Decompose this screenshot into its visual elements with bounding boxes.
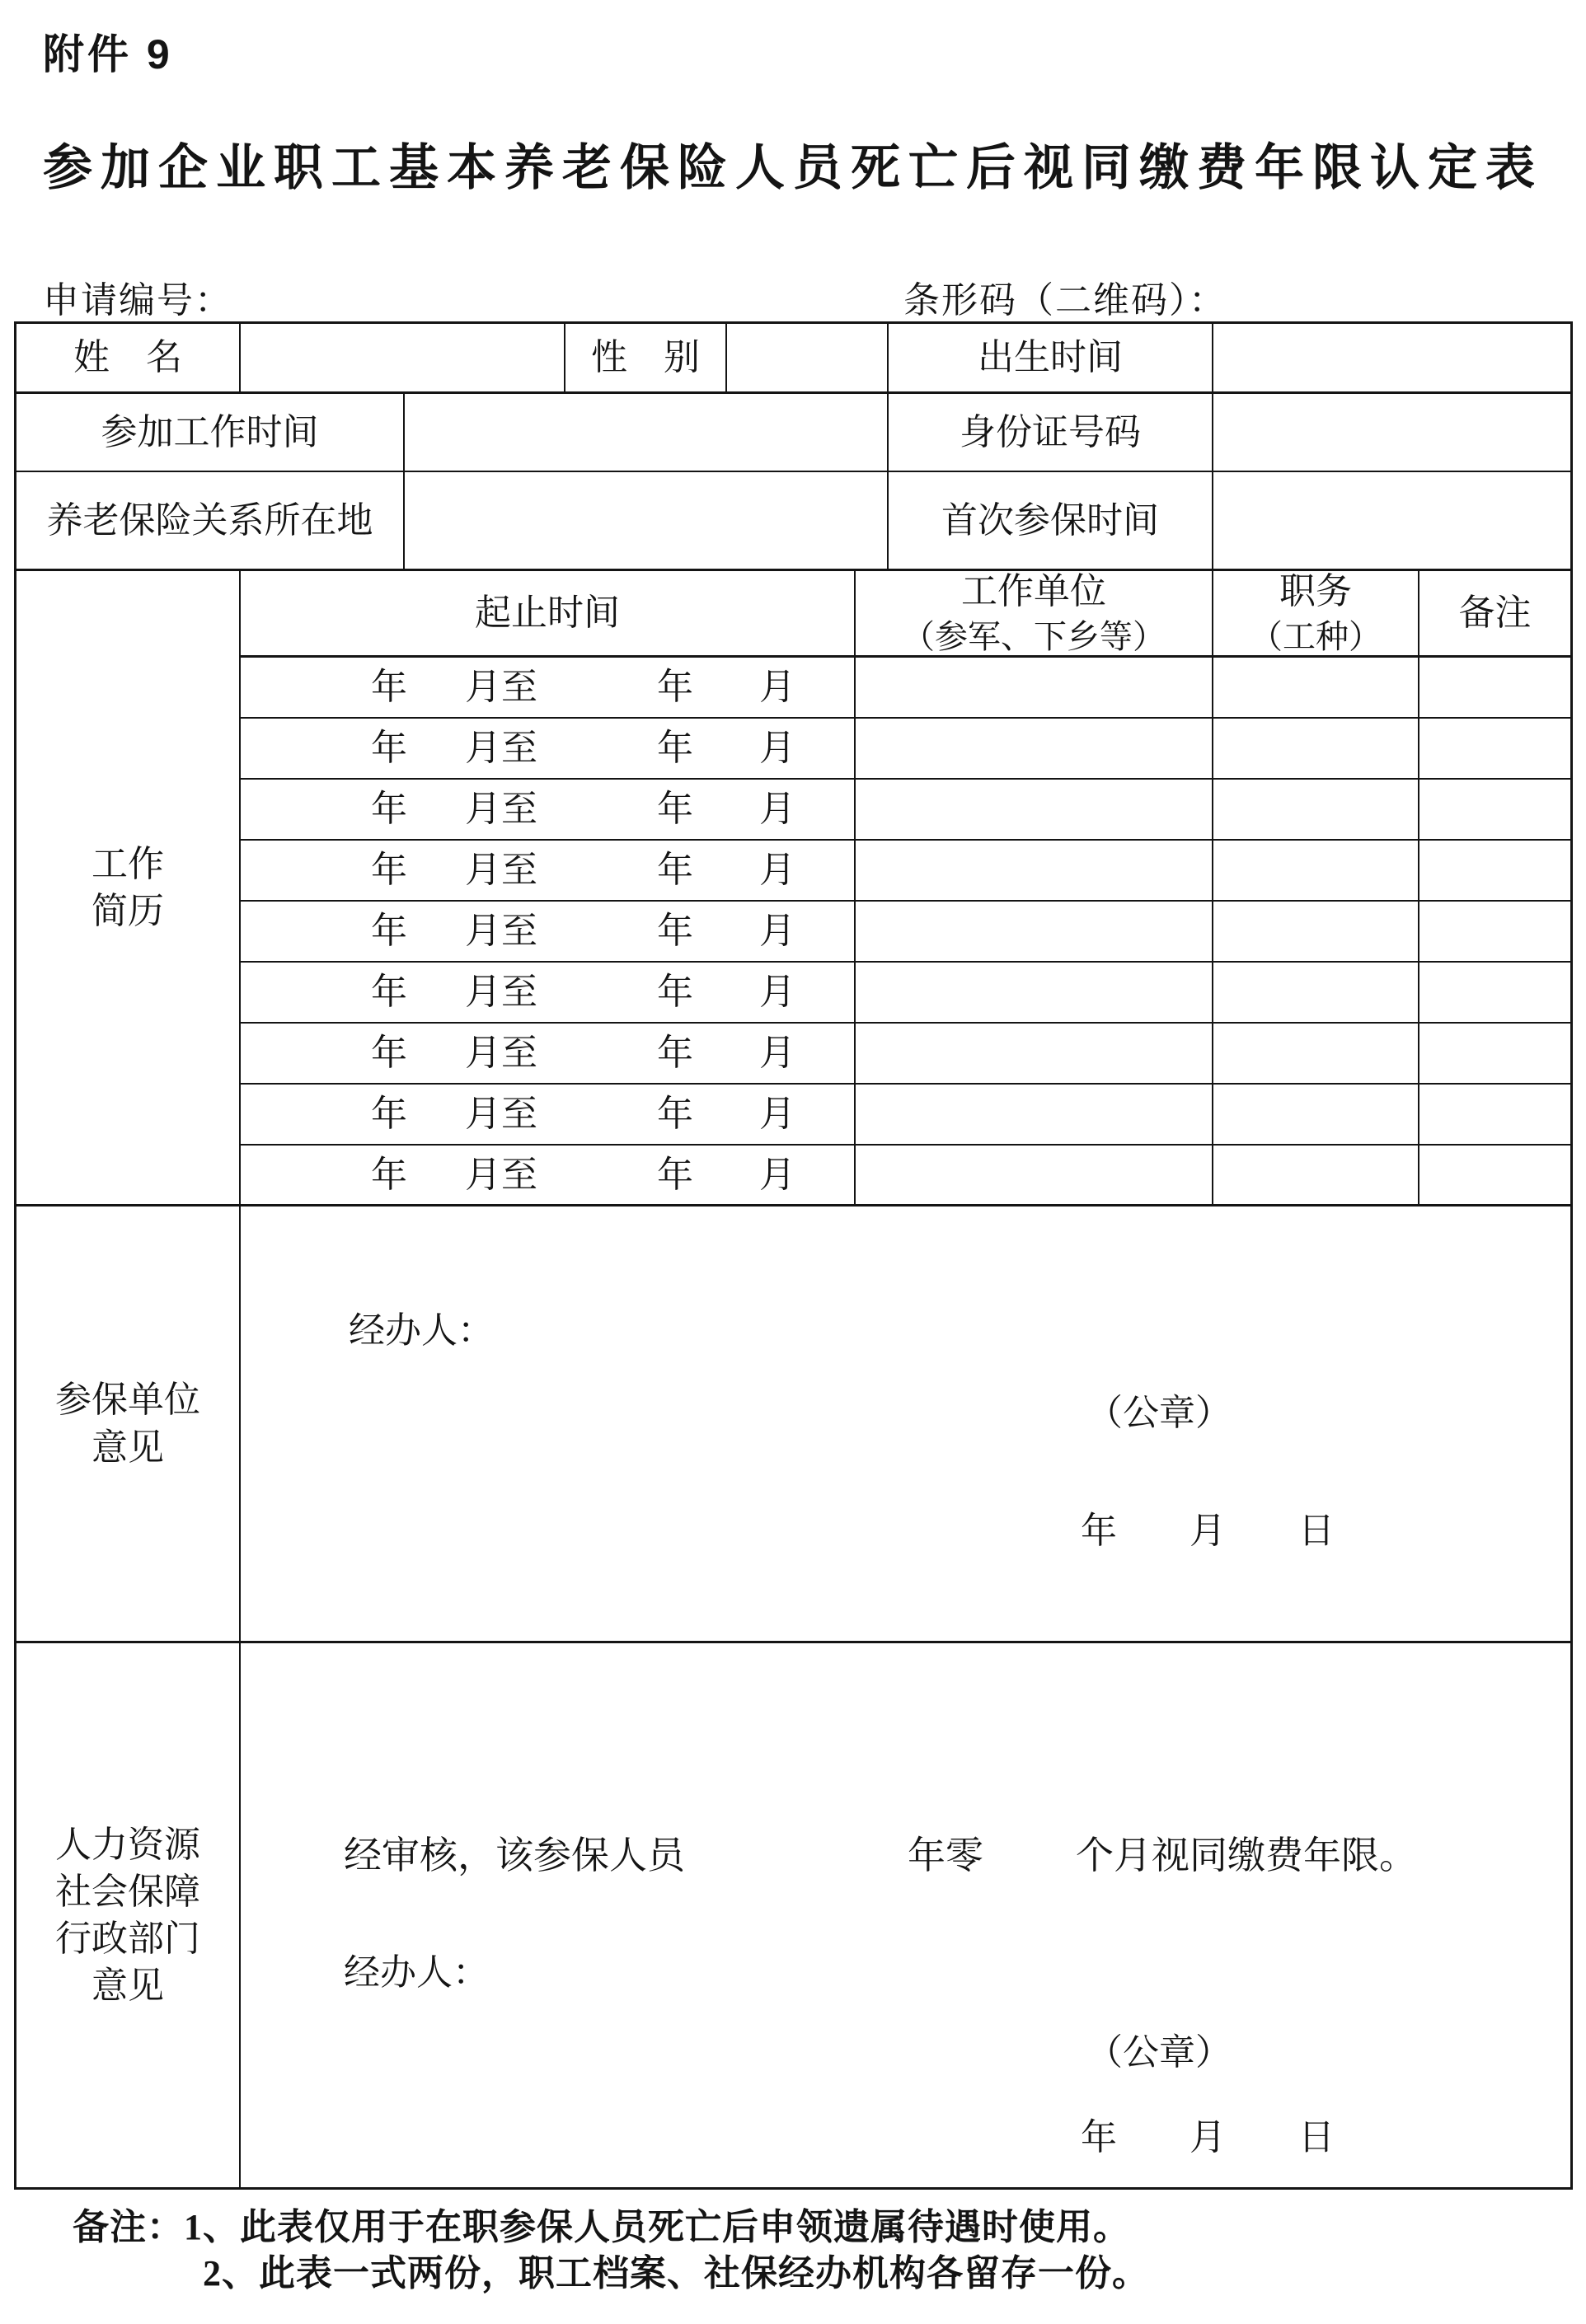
- work-unit-cell[interactable]: [856, 1146, 1213, 1207]
- employer-opinion-label-cell: [16, 1207, 241, 1643]
- id-number-label: 身份证号码: [960, 411, 1141, 452]
- work-start-label: 参加工作时间: [101, 411, 319, 452]
- first-insured-label-cell: [889, 472, 1213, 571]
- form-table: [14, 321, 1573, 2190]
- remark-cell[interactable]: [1419, 841, 1570, 902]
- birth-date-label: 出生时间: [978, 337, 1123, 378]
- remark-cell[interactable]: [1419, 1024, 1570, 1085]
- work-history-period-cell[interactable]: 年 月至 年 月: [241, 902, 856, 963]
- remark-cell[interactable]: [1419, 902, 1570, 963]
- gender-label: 性 别: [591, 337, 700, 378]
- work-history-section-label: 工作 简历: [92, 843, 164, 931]
- position-cell[interactable]: [1213, 1024, 1419, 1085]
- id-number-label-cell: [889, 394, 1213, 472]
- footnotes: [73, 2205, 1149, 2296]
- remark-cell[interactable]: [1419, 963, 1570, 1024]
- work-history-period-cell[interactable]: 年 月至 年 月: [241, 719, 856, 780]
- work-unit-cell[interactable]: [856, 1024, 1213, 1085]
- position-cell[interactable]: [1213, 841, 1419, 902]
- pension-location-label: 养老保险关系所在地: [46, 499, 373, 541]
- remark-cell[interactable]: [1419, 658, 1570, 719]
- attachment-label: 附件 9: [43, 31, 173, 77]
- name-label: 姓 名: [73, 337, 182, 378]
- name-value-cell[interactable]: [241, 324, 565, 394]
- footnote-2: 2、此表一式两份，职工档案、社保经办机构各留存一份。: [203, 2253, 1149, 2294]
- work-start-label-cell: [16, 394, 405, 472]
- position-cell[interactable]: [1213, 719, 1419, 780]
- employer-handler-label: 经办人：: [349, 1310, 494, 1351]
- work-unit-cell[interactable]: [856, 658, 1213, 719]
- work-unit-cell[interactable]: [856, 1085, 1213, 1146]
- employer-opinion-content-cell[interactable]: [241, 1207, 1570, 1643]
- footnote-1: 备注：1、此表仅用于在职参保人员死亡后申领遗属待遇时使用。: [73, 2207, 1130, 2247]
- pension-location-label-cell: [16, 472, 405, 571]
- authority-opinion-label: 人力资源 社会保障 行政部门 意见: [55, 1824, 200, 2007]
- authority-opinion-label-cell: [16, 1643, 241, 2187]
- remark-cell[interactable]: [1419, 1085, 1570, 1146]
- employer-opinion-label: 参保单位 意见: [55, 1380, 200, 1468]
- work-unit-cell[interactable]: [856, 719, 1213, 780]
- first-insured-label: 首次参保时间: [941, 499, 1159, 541]
- id-number-value-cell[interactable]: [1213, 394, 1570, 472]
- work-unit-cell[interactable]: [856, 841, 1213, 902]
- barcode-label: 条形码（二维码）：: [903, 280, 1227, 321]
- position-cell[interactable]: [1213, 1146, 1419, 1207]
- work-unit-cell[interactable]: [856, 963, 1213, 1024]
- first-insured-value-cell[interactable]: [1213, 472, 1570, 571]
- position-cell[interactable]: [1213, 902, 1419, 963]
- work-history-period-cell[interactable]: 年 月至 年 月: [241, 841, 856, 902]
- work-history-period-cell[interactable]: 年 月至 年 月: [241, 1024, 856, 1085]
- work-unit-cell[interactable]: [856, 780, 1213, 841]
- position-cell[interactable]: [1213, 1085, 1419, 1146]
- gender-label-cell: [565, 324, 727, 394]
- position-cell[interactable]: [1213, 658, 1419, 719]
- remark-cell[interactable]: [1419, 719, 1570, 780]
- position-cell[interactable]: [1213, 963, 1419, 1024]
- birth-date-value-cell[interactable]: [1213, 324, 1570, 394]
- authority-official-seal-label: （公章）: [1086, 2032, 1232, 2073]
- work-start-value-cell[interactable]: [405, 394, 889, 472]
- pension-location-value-cell[interactable]: [405, 472, 889, 571]
- col-header-position: 职务 （工种）: [1213, 571, 1419, 658]
- work-history-period-cell[interactable]: 年 月至 年 月: [241, 658, 856, 719]
- authority-date-line: 年 月 日: [1081, 2117, 1335, 2158]
- authority-handler-label: 经办人：: [344, 1952, 489, 1993]
- birth-date-label-cell: [889, 324, 1213, 394]
- page-title: 参加企业职工基本养老保险人员死亡后视同缴费年限认定表: [43, 140, 1543, 195]
- work-history-section-label-cell: [16, 571, 241, 1207]
- work-history-period-cell[interactable]: 年 月至 年 月: [241, 1146, 856, 1207]
- authority-opinion-content-cell[interactable]: [241, 1643, 1570, 2187]
- review-statement: 经审核，该参保人员 年零 个月视同缴费年限。: [344, 1834, 1417, 1877]
- gender-value-cell[interactable]: [727, 324, 889, 394]
- position-cell[interactable]: [1213, 780, 1419, 841]
- name-label-cell: [16, 324, 241, 394]
- application-number-label: 申请编号：: [43, 280, 232, 321]
- remark-cell[interactable]: [1419, 780, 1570, 841]
- col-header-time-range: 起止时间: [241, 571, 856, 658]
- work-history-period-cell[interactable]: 年 月至 年 月: [241, 963, 856, 1024]
- work-unit-cell[interactable]: [856, 902, 1213, 963]
- col-header-remark: 备注: [1419, 571, 1570, 658]
- work-history-period-cell[interactable]: 年 月至 年 月: [241, 780, 856, 841]
- remark-cell[interactable]: [1419, 1146, 1570, 1207]
- work-history-period-cell[interactable]: 年 月至 年 月: [241, 1085, 856, 1146]
- col-header-work-unit: 工作单位 （参军、下乡等）: [856, 571, 1213, 658]
- employer-date-line: 年 月 日: [1081, 1511, 1335, 1551]
- employer-official-seal-label: （公章）: [1086, 1393, 1232, 1433]
